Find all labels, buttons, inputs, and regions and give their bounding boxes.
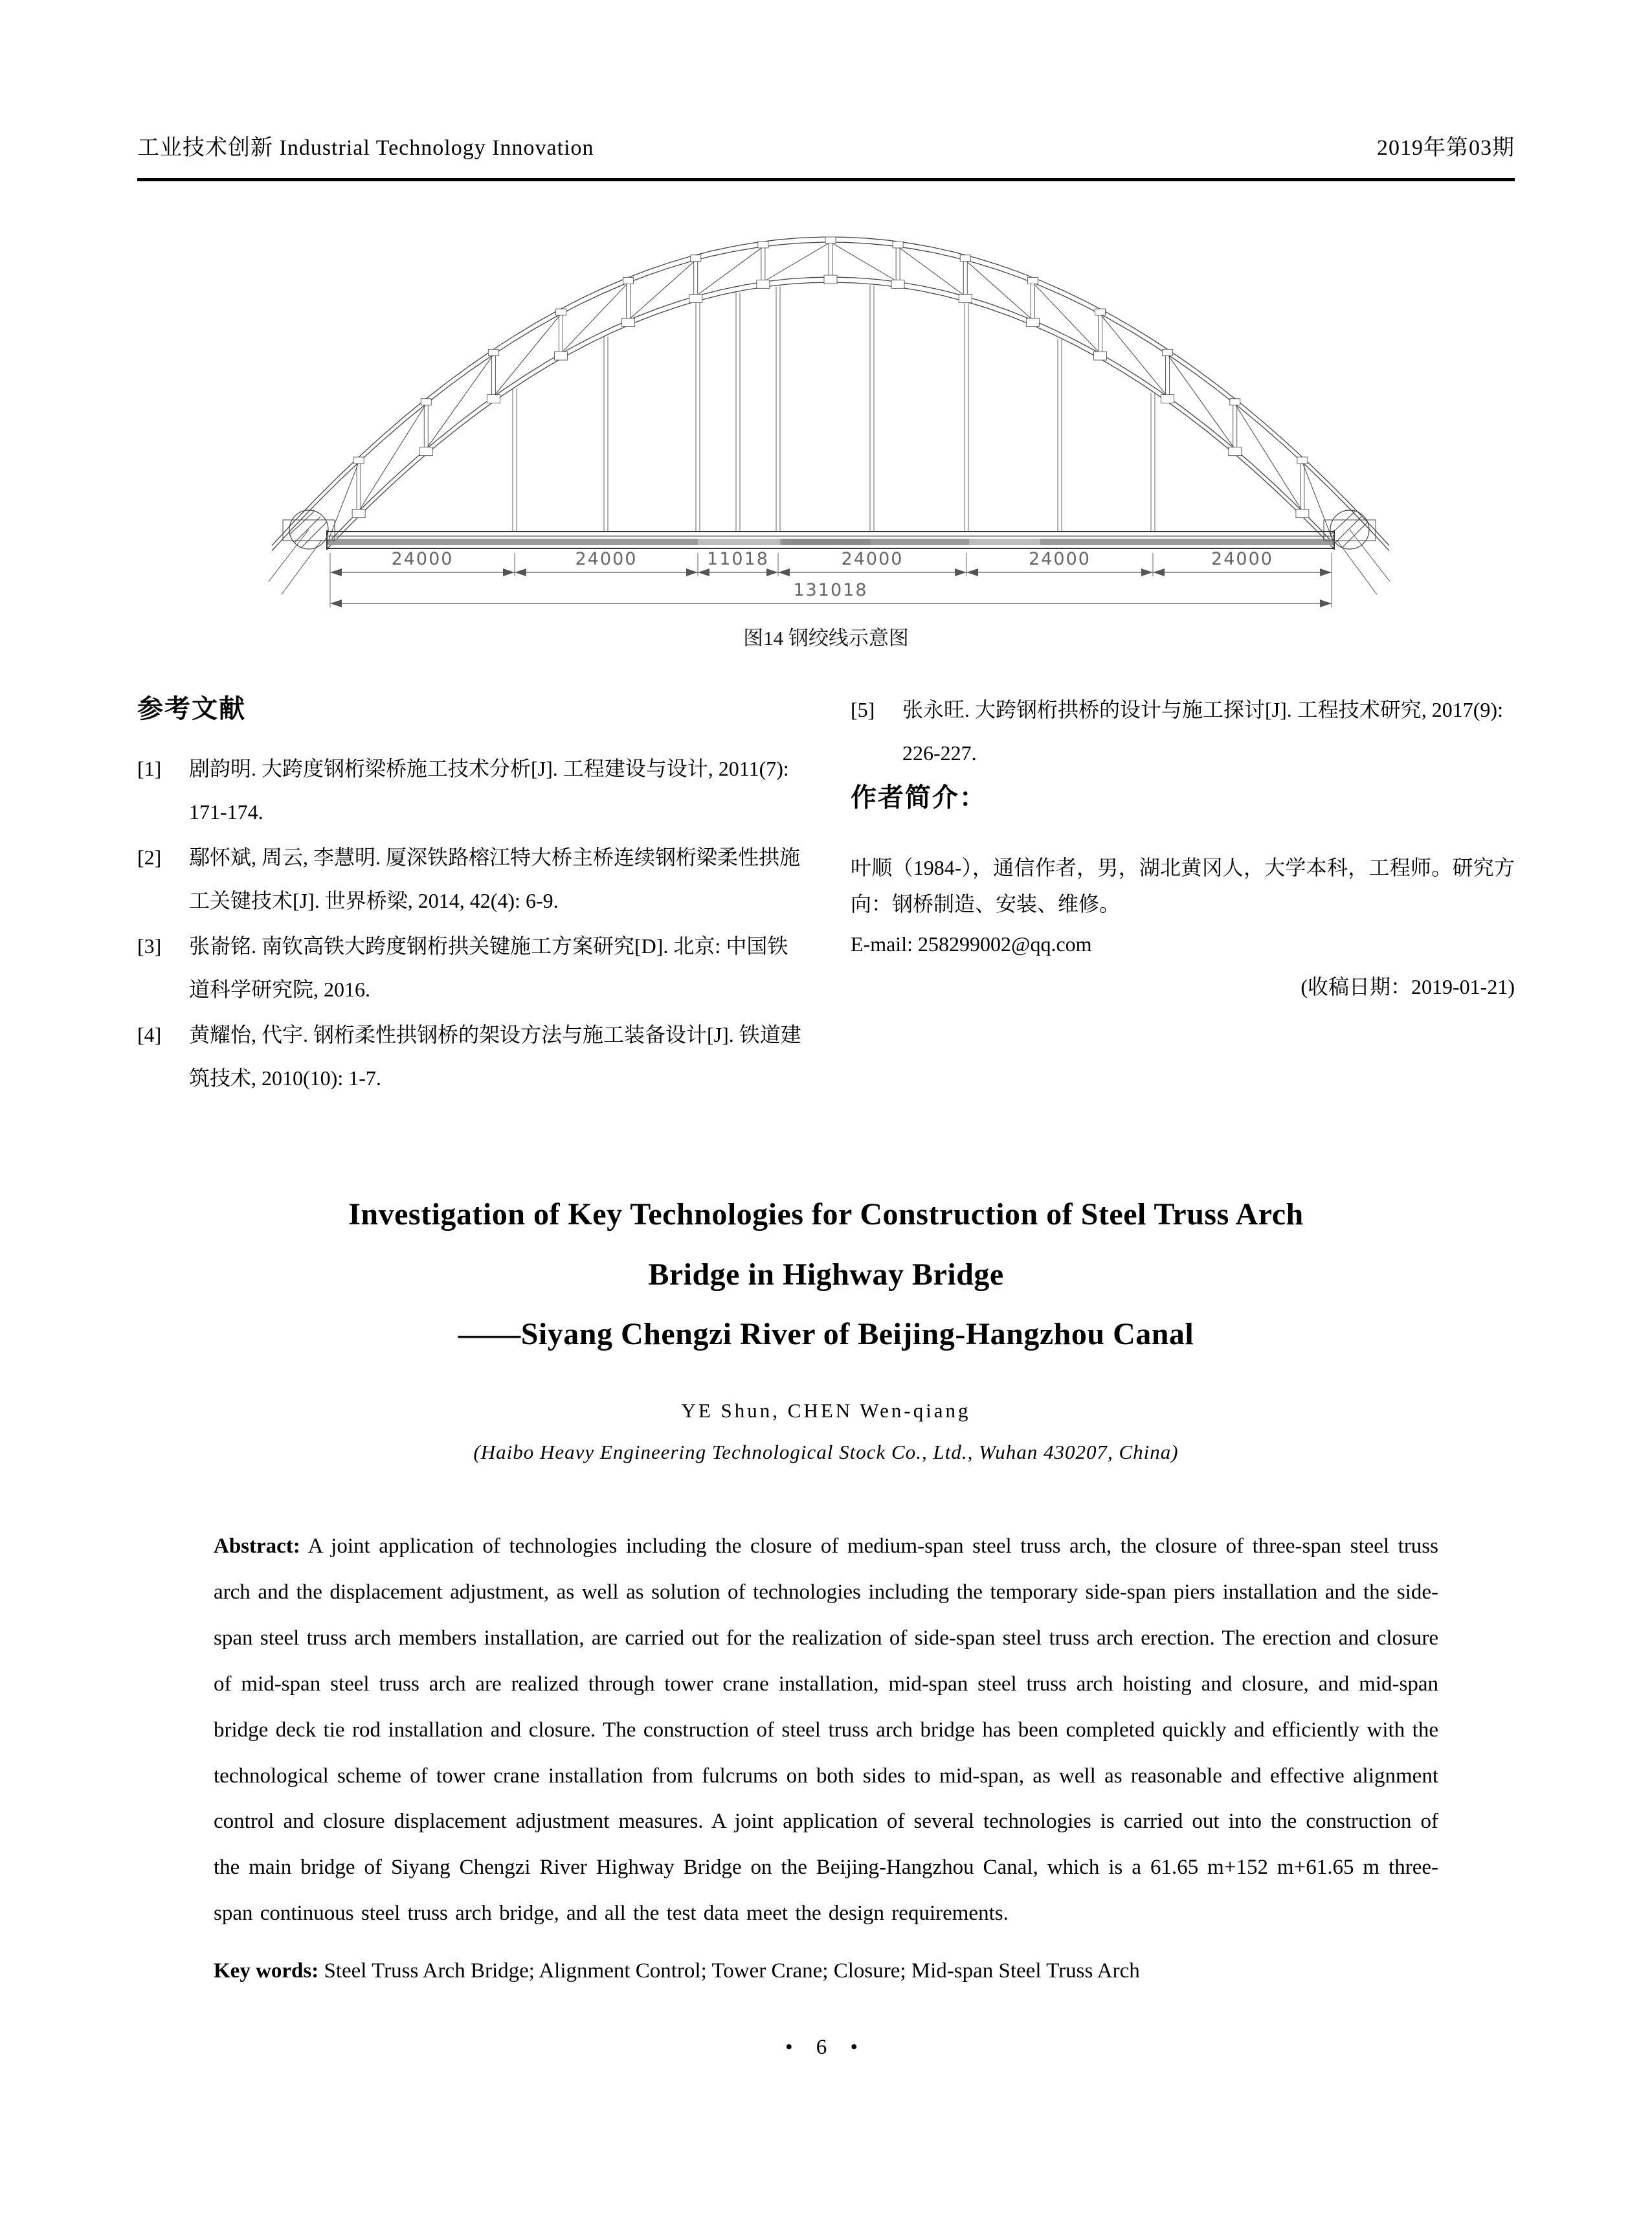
article-title [137,1185,1515,1364]
reference-text: 剧韵明. 大跨度钢桁梁桥施工技术分析[J]. 工程建设与设计, 2011(7): 171-174. [189,757,789,824]
article-affiliation: (Haibo Heavy Engineering Technological Stock Co., Ltd., Wuhan 430207, China) [473,1440,1179,1463]
received-date: (收稿日期：2019-01-21) [1300,975,1515,999]
dimension-label: 11018 [707,549,769,569]
author-email: E-mail: 258299002@qq.com [851,932,1092,956]
title-line-2: Bridge in Highway Bridge [648,1257,1004,1292]
reference-label: [1] [137,757,162,780]
author-bio-heading: 作者简介： [851,783,987,813]
abstract-paragraph [214,1523,1438,1937]
reference-text: 黄耀怡, 代宇. 钢桁柔性拱钢桥的架设方法与施工装备设计[J]. 铁道建筑技术, 2010(10): 1-7. [189,1023,801,1090]
reference-label: [5] [851,698,875,721]
references-heading: 参考文献 [137,694,246,723]
dimension-label: 24000 [575,549,638,569]
dimension-lines [330,549,1332,607]
reference-text: 张永旺. 大跨钢桁拱桥的设计与施工探讨[J]. 工程技术研究, 2017(9): 226-227. [902,698,1503,765]
reference-item [137,925,801,1011]
title-line-1: Investigation of Key Technologies for Construction of Steel Truss Arch [348,1197,1304,1232]
figure-caption: 图14 钢绞线示意图 [743,627,909,649]
figure-14 [0,193,1652,651]
english-article-block [0,1185,1652,1994]
abstract-text: A joint application of technologies including the closure of medium-span steel truss arch, the closure of three-span steel truss arch and the displacement adjustment, as well as solution of technologies including the temporary side-span piers installation and the side-span steel truss arch members installation, are carried out for the realization of side-span steel truss arch erection. The erection and closure of mid-span steel truss arch are realized through tower crane installation, mid-span steel truss arch hoisting and closure, and mid-span bridge deck tie rod installation and closure. The construction of steel truss arch bridge has been completed quickly and efficiently with the technological scheme of tower crane installation from fulcrums on both sides to mid-span, as well as reasonable and effective alignment control and closure displacement adjustment measures. A joint application of several technologies is carried out into the construction of the main bridge of Siyang Chengzi River Highway Bridge on the Beijing-Hangzhou Canal, which is a 61.65 m+152 m+61.65 m three-span continuous steel truss arch bridge, and all the test data meet the design requirements. [214,1534,1438,1926]
dimension-label: 24000 [841,549,904,569]
keywords-text: Steel Truss Arch Bridge; Alignment Control; Tower Crane; Closure; Mid-span Steel Truss Arch [324,1959,1140,1983]
author-bio-text: 叶顺（1984-），通信作者，男，湖北黄冈人，大学本科，工程师。研究方向：钢桥制造、安装、维修。 [851,856,1515,916]
reference-item [137,747,801,833]
truss-web [327,242,1334,544]
page-header [0,0,1652,181]
reference-label: [4] [137,1023,162,1047]
reference-text: 鄢怀斌, 周云, 李慧明. 厦深铁路榕江特大桥主桥连续钢桁梁柔性拱施工关键技术[J]. 世界桥梁, 2014, 42(4): 6-9. [189,846,801,912]
hangers [513,286,1155,532]
title-line-3: ——Siyang Chengzi River of Beijing-Hangzhou Canal [458,1316,1194,1351]
issue-label: 2019年第03期 [1377,136,1515,160]
header-rule [137,178,1515,181]
page-number: • 6 • [785,2036,867,2060]
bridge-deck [327,530,1334,550]
keywords-paragraph [214,1948,1438,1994]
arch-chords [272,237,1389,550]
dimension-label: 24000 [1211,549,1273,569]
bridge-truss-drawing [0,193,1652,620]
dimension-label: 24000 [1029,549,1091,569]
reference-label: [3] [137,934,162,958]
reference-item [137,1013,801,1099]
reference-text: 张嵛铭. 南钦高铁大跨度钢桁拱关键施工方案研究[D]. 北京: 中国铁道科学研究院, 2016. [189,934,788,1001]
abstract-label: Abstract: [214,1534,300,1558]
dimension-label: 24000 [391,549,454,569]
journal-name: 工业技术创新 Industrial Technology Innovation [137,136,594,160]
references-and-bio [0,688,1652,1102]
reference-item [137,836,801,922]
keywords-label: Key words: [214,1959,319,1983]
article-authors: YE Shun, CHEN Wen-qiang [681,1399,971,1422]
reference-item [851,688,1515,774]
right-column [851,688,1515,1102]
total-dimension-label: 131018 [793,580,868,600]
left-column [137,688,801,1102]
reference-label: [2] [137,846,162,870]
